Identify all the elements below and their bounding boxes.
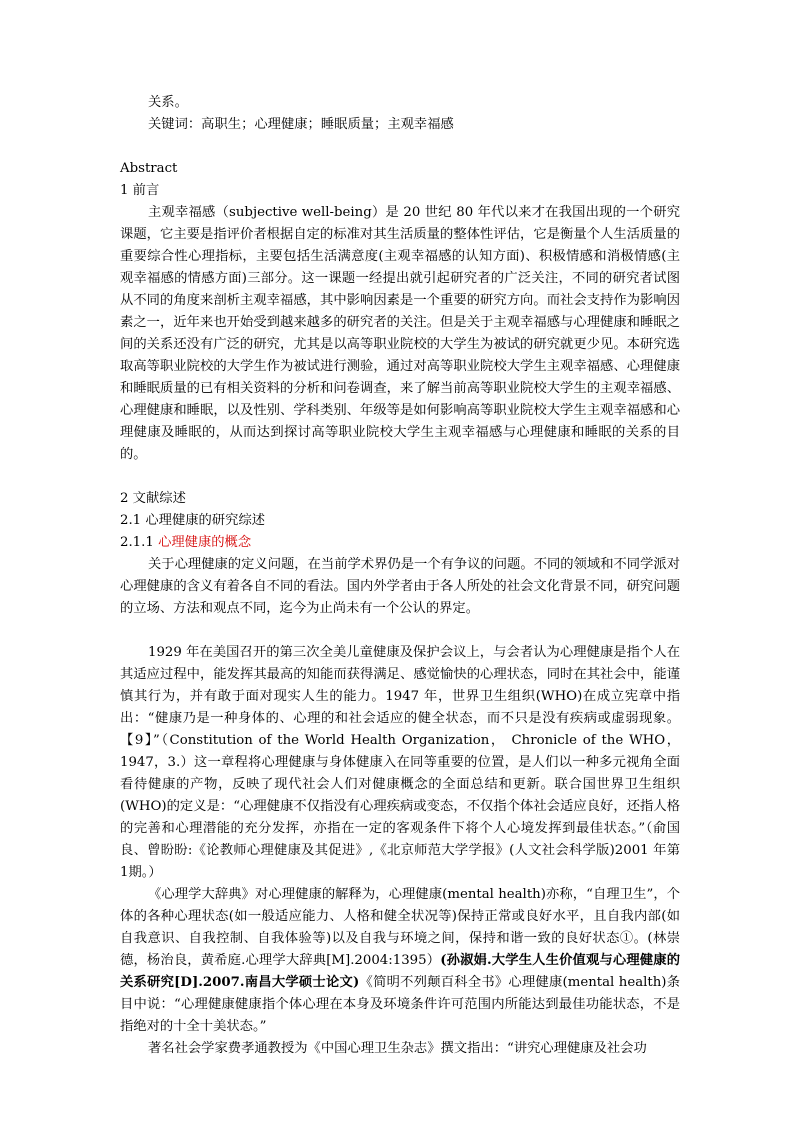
document-page [120,92,680,1060]
keywords-line: 关键词：高职生；心理健康；睡眠质量；主观幸福感 [148,117,454,132]
britannica-definition: 《简明不列颠百科全书》心理健康(mental health)条目中说：“心理健康健康指个体心理在本身及环境条件许可范围内所能达到最佳功能状态，不是指绝对的十全十美状态。” [120,975,681,1034]
abstract-heading: Abstract [120,161,178,176]
bold-citation: (孙淑娟.大学生人生价值观与心理健康的关系研究[D].2007.南昌大学硕士论文) [120,953,681,990]
body-paragraph-4: 著名社会学家费孝通教授为《中国心理卫生杂志》撰文指出：“讲究心理健康及社会功 [148,1041,647,1056]
subsubsection-title: 心理健康的概念 [158,535,252,550]
dictionary-definition: 《心理学大辞典》对心理健康的解释为，心理健康(mental health)亦称，“自理卫生”，个体的各种心理状态(如一般适应能力、人格和健全状况等)保持正常或良好水平，且自我内部(如自我意识、自我控制、自我体验等)以及自我与环境之间，保持和谐一致的良好状态①。(林崇德，杨治良，黄希庭.心理学大辞典[M].2004:1395） [120,887,680,968]
subsubsection-heading [120,532,680,554]
body-paragraph-1: 关于心理健康的定义问题，在当前学术界仍是一个有争议的问题。不同的领域和不同学派对心理健康的含义有着各自不同的看法。国内外学者由于各人所处的社会文化背景不同，研究问题的立场、方法和观点不同，迄今为止尚未有一个公认的界定。 [120,557,680,616]
intro-fragment: 关系。 [148,95,188,110]
body-paragraph-3 [120,884,680,1038]
section-heading-intro: 1 前言 [120,183,160,198]
spacer [120,466,680,488]
section-heading-review: 2 文献综述 [120,491,186,506]
subsection-heading: 2.1 心理健康的研究综述 [120,513,266,528]
subsubsection-number: 2.1.1 [120,535,159,550]
spacer [120,136,680,158]
spacer [120,620,680,642]
body-paragraph-2: 1929 年在美国召开的第三次全美儿童健康及保护会议上，与会者认为心理健康是指个人在其适应过程中，能发挥其最高的知能而获得满足、感觉愉快的心理状态，同时在其社会中，能谨慎其行为，并有敢于面对现实人生的能力。1947 年，世界卫生组织(WHO)在成立宪章中指出：“健康乃是一种身体的、心理的和社会适应的健全状态，而不只是没有疾病或虚弱现象。【9】”（Constitution of the World Health Organization， Chronicle of the WHO，1947，3.）这一章程将心理健康与身体健康入在同等重要的位置，是人们以一种多元视角全面看待健康的产物，反映了现代社会人们对健康概念的全面总结和更新。联合国世界卫生组织(WHO)的定义是：“心理健康不仅指没有心理疾病或变态，不仅指个体社会适应良好，还指人格的完善和心理潜能的充分发挥，亦指在一定的客观条件下将个人心境发挥到最佳状态。”（俞国良、曾盼盼:《论教师心理健康及其促进》,《北京师范大学学报》(人文社会科学版)2001 年第 1期。） [120,645,680,880]
intro-paragraph: 主观幸福感（subjective well-being）是 20 世纪 80 年代以来才在我国出现的一个研究课题，它主要是指评价者根据自定的标准对其生活质量的整体性评估，它是衡量个人生活质量的重要综合性心理指标，主要包括生活满意度(主观幸福感的认知方面)、积极情感和消极情感(主观幸福感的情感方面)三部分。这一课题一经提出就引起研究者的广泛关注，不同的研究者试图从不同的角度来剖析主观幸福感，其中影响因素是一个重要的研究方向。而社会支持作为影响因素之一，近年来也开始受到越来越多的研究者的关注。但是关于主观幸福感与心理健康和睡眠之间的关系还没有广泛的研究，尤其是以高等职业院校的大学生为被试的研究就更少见。本研究选取高等职业院校的大学生作为被试进行测验，通过对高等职业院校大学生主观幸福感、心理健康和睡眠质量的已有相关资料的分析和问卷调查，来了解当前高等职业院校大学生的主观幸福感、心理健康和睡眠，以及性别、学科类别、年级等是如何影响高等职业院校大学生主观幸福感和心理健康及睡眠的，从而达到探讨高等职业院校大学生主观幸福感与心理健康和睡眠的关系的目的。 [120,205,680,462]
